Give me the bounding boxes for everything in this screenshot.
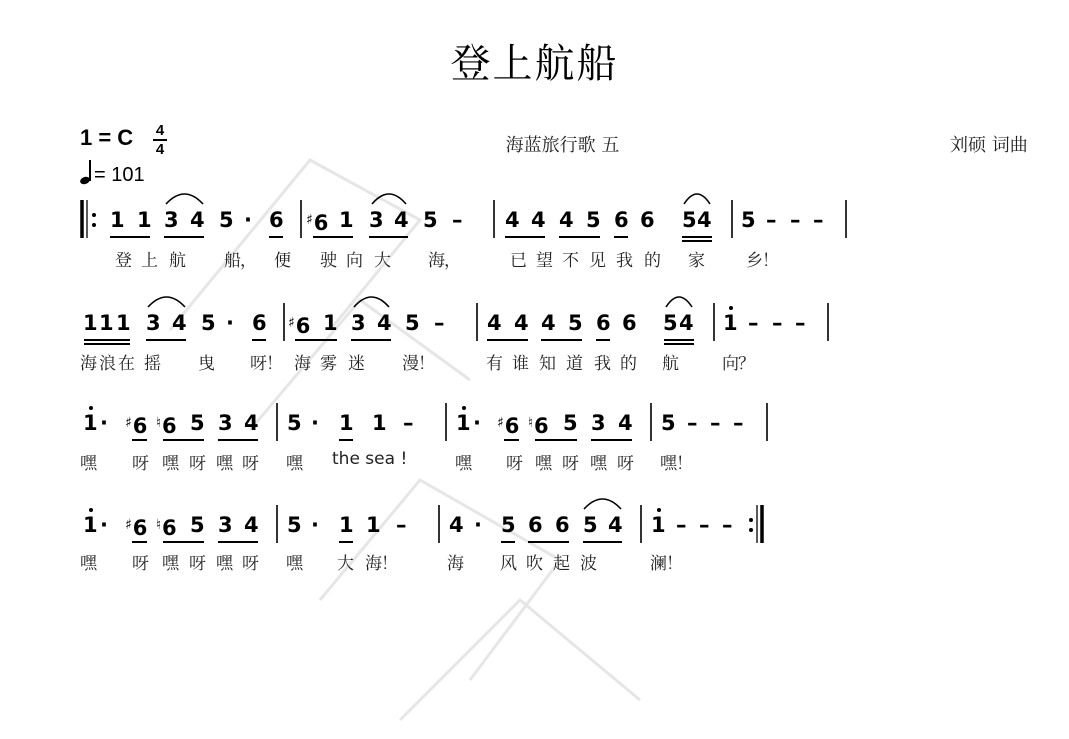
lyric-syllable: 道	[566, 354, 583, 374]
note	[697, 206, 712, 234]
lyric-syllable: 嘿	[162, 454, 179, 474]
note	[456, 409, 471, 437]
augmentation-dot	[473, 409, 481, 437]
octave-dot	[462, 406, 466, 410]
note	[608, 511, 623, 539]
note	[505, 206, 520, 234]
note-text: 4	[244, 411, 259, 435]
time-signature-bottom: 4	[155, 140, 165, 158]
note	[497, 409, 519, 440]
lyric-syllable: 船	[224, 251, 241, 271]
lyric-syllable: 向	[722, 354, 739, 374]
note-text: 1	[323, 311, 338, 335]
note	[614, 206, 629, 234]
lyric-syllable: 呀	[617, 454, 634, 474]
augmentation-dot-text: ·	[474, 513, 482, 537]
note-text: 4	[377, 311, 392, 335]
octave-dot	[89, 406, 93, 410]
extension-dash-text: –	[813, 208, 824, 232]
extension-dash	[722, 511, 733, 539]
augmentation-dot-text: ·	[473, 411, 481, 435]
note	[531, 206, 546, 234]
lyric-syllable: 呀	[132, 554, 149, 574]
note	[125, 409, 147, 440]
note	[156, 511, 177, 542]
extension-dash-text: –	[772, 311, 783, 335]
lyric-syllable: 大	[374, 251, 391, 271]
note-text: 5	[423, 208, 438, 232]
note	[723, 309, 738, 337]
note	[528, 409, 549, 440]
note-text: 5	[190, 411, 205, 435]
lyric-syllable: 望	[536, 251, 553, 271]
note	[323, 309, 338, 337]
extension-dash-text: –	[396, 513, 407, 537]
note-text: 4	[608, 513, 623, 537]
note-text: 5	[501, 513, 516, 537]
extension-dash-text: –	[687, 411, 698, 435]
note-text: 1	[723, 311, 738, 335]
extension-dash	[676, 511, 687, 539]
note-text: 1	[372, 411, 387, 435]
extension-dash-text: –	[748, 311, 759, 335]
extension-dash	[687, 409, 698, 437]
note	[99, 309, 114, 337]
note	[339, 409, 354, 437]
note	[528, 511, 543, 539]
note-text: 1	[339, 208, 354, 232]
note-text: 5	[583, 513, 598, 537]
repeat-dot	[92, 223, 96, 227]
lyric-syllable: 见	[589, 251, 606, 271]
note-text: 6	[162, 516, 177, 540]
note-text: 6	[132, 414, 148, 438]
repeat-dot	[92, 213, 96, 217]
note	[137, 206, 152, 234]
note	[244, 511, 259, 539]
note-text: 6	[528, 513, 543, 537]
augmentation-dot	[311, 511, 319, 539]
extension-dash	[790, 206, 801, 234]
note	[219, 206, 234, 234]
octave-dot	[89, 508, 93, 512]
lyric-syllable: 的	[644, 251, 661, 271]
note-text: 4	[487, 311, 502, 335]
extension-dash	[733, 409, 744, 437]
note-text: 6	[596, 311, 611, 335]
note	[287, 511, 302, 539]
lyric-syllable: 谁	[512, 354, 529, 374]
lyric-syllable: 嘿	[286, 454, 303, 474]
lyric-syllable: 迷	[348, 354, 365, 374]
augmentation-dot-text: ·	[311, 411, 319, 435]
subtitle: 海蓝旅行歌 五	[505, 135, 620, 156]
note	[351, 309, 366, 337]
note-text: 4	[449, 513, 464, 537]
note	[287, 409, 302, 437]
lyric-syllable: 航	[662, 354, 679, 374]
lyric-syllable: 曳	[198, 354, 215, 374]
note-text: 6	[504, 414, 520, 438]
lyric-syllable: 呀	[506, 454, 523, 474]
note	[449, 511, 464, 539]
tempo-marking	[80, 160, 145, 187]
lyric-syllable: 在	[118, 354, 135, 374]
note-text: 1	[339, 513, 354, 537]
note	[487, 309, 502, 337]
octave-dot	[657, 508, 661, 512]
lyric-syllable: 不	[562, 251, 579, 271]
note	[190, 409, 205, 437]
note	[110, 206, 125, 234]
lyric-syllable: 的	[620, 354, 637, 374]
note	[366, 511, 381, 539]
note-text: 6	[313, 211, 329, 235]
note	[423, 206, 438, 234]
note	[218, 511, 233, 539]
note-text: 6	[132, 516, 148, 540]
note-text: 1	[137, 208, 152, 232]
extension-dash	[403, 409, 414, 437]
note	[288, 309, 310, 340]
lyric-syllable: 海	[428, 251, 445, 271]
note-text: 5	[663, 311, 678, 335]
note-text: 1	[116, 311, 131, 335]
lyric-syllable: 雾	[320, 354, 337, 374]
extension-dash	[434, 309, 445, 337]
extension-dash	[699, 511, 710, 539]
note-text: 5	[741, 208, 756, 232]
note	[586, 206, 601, 234]
note-text: 5	[682, 208, 697, 232]
augmentation-dot	[100, 511, 108, 539]
note-text: 4	[514, 311, 529, 335]
note-text: 5	[190, 513, 205, 537]
sharp-icon: ♯	[497, 415, 504, 431]
lyric-syllable: 澜	[650, 554, 667, 574]
lyric-syllable: 已	[510, 251, 527, 271]
lyric-syllable: 嘿	[216, 454, 233, 474]
augmentation-dot-text: ·	[244, 208, 252, 232]
note-text: 1	[110, 208, 125, 232]
note-text: 6	[614, 208, 629, 232]
note-text: 6	[269, 208, 284, 232]
note-text: 3	[218, 411, 233, 435]
note-text: 3	[218, 513, 233, 537]
lyric-syllable: 海	[294, 354, 311, 374]
note	[156, 409, 177, 440]
natural-icon: ♮	[528, 415, 534, 431]
lyric-syllable: ？	[738, 354, 755, 374]
note	[394, 206, 409, 234]
note	[682, 206, 697, 234]
lyric-syllable: 嘿	[216, 554, 233, 574]
note	[83, 409, 98, 437]
note-text: 4	[190, 208, 205, 232]
extension-dash	[452, 206, 463, 234]
lyric-syllable: ，	[240, 251, 257, 271]
note	[622, 309, 637, 337]
note	[563, 409, 578, 437]
note	[83, 309, 98, 337]
augmentation-dot	[100, 409, 108, 437]
lyric-syllable: 波	[580, 554, 597, 574]
note-text: 4	[394, 208, 409, 232]
note	[541, 309, 556, 337]
note	[339, 511, 354, 539]
sharp-icon: ♯	[125, 415, 132, 431]
note	[591, 409, 606, 437]
augmentation-dot-text: ·	[311, 513, 319, 537]
augmentation-dot	[244, 206, 252, 234]
extension-dash	[710, 409, 721, 437]
note	[369, 206, 384, 234]
note-text: 4	[244, 513, 259, 537]
lyric-syllable: ，	[444, 251, 461, 271]
note	[252, 309, 267, 337]
lyric-syllable: 嘿	[590, 454, 607, 474]
extension-dash	[748, 309, 759, 337]
note-text: 1	[83, 411, 98, 435]
note	[116, 309, 131, 337]
sharp-icon: ♯	[306, 212, 313, 228]
lyric-syllable: 海	[447, 554, 464, 574]
note-text: 4	[172, 311, 187, 335]
note	[596, 309, 611, 337]
natural-icon: ♮	[156, 415, 162, 431]
lyric-syllable: 我	[594, 354, 611, 374]
note	[146, 309, 161, 337]
augmentation-dot-text: ·	[100, 513, 108, 537]
note	[190, 511, 205, 539]
note-text: 4	[559, 208, 574, 232]
note-text: 5	[287, 411, 302, 435]
note	[372, 409, 387, 437]
note-text: 6	[252, 311, 267, 335]
lyric-syllable: 大	[337, 554, 354, 574]
tempo-value: = 101	[94, 164, 145, 186]
note	[125, 511, 147, 542]
extension-dash-text: –	[766, 208, 777, 232]
note	[741, 206, 756, 234]
lyric-syllable: 嘿	[535, 454, 552, 474]
note-text: 1	[651, 513, 666, 537]
note	[679, 309, 694, 337]
quarter-note-icon	[80, 160, 94, 184]
note-text: 6	[162, 414, 177, 438]
augmentation-dot-text: ·	[100, 411, 108, 435]
lyric-syllable: the sea !	[332, 449, 408, 469]
note	[501, 511, 516, 539]
note-text: 1	[99, 311, 114, 335]
extension-dash-text: –	[733, 411, 744, 435]
note	[651, 511, 666, 539]
lyric-syllable: 乡	[746, 251, 763, 271]
note-text: 5	[563, 411, 578, 435]
note-text: 6	[534, 414, 549, 438]
extension-dash-text: –	[722, 513, 733, 537]
lyric-syllable: 海	[365, 554, 382, 574]
lyric-syllable: 起	[553, 554, 570, 574]
natural-icon: ♮	[156, 517, 162, 533]
time-signature-top: 4	[155, 122, 165, 139]
note-text: 4	[541, 311, 556, 335]
augmentation-dot	[311, 409, 319, 437]
lyric-syllable: 呀	[132, 454, 149, 474]
octave-dot	[729, 306, 733, 310]
lyric-syllable: 登	[115, 251, 132, 271]
note-text: 6	[640, 208, 655, 232]
extension-dash	[795, 309, 806, 337]
lyric-syllable: 知	[539, 354, 556, 374]
note-text: 4	[505, 208, 520, 232]
note-text: 1	[456, 411, 471, 435]
note	[377, 309, 392, 337]
note-text: 4	[531, 208, 546, 232]
lyric-syllable: ！	[381, 554, 398, 574]
extension-dash-text: –	[710, 411, 721, 435]
note	[583, 511, 598, 539]
lyric-syllable: 浪	[99, 354, 116, 374]
lyric-syllable: 向	[346, 251, 363, 271]
note	[244, 409, 259, 437]
sharp-icon: ♯	[125, 517, 132, 533]
lyric-syllable: 摇	[144, 354, 161, 374]
note	[555, 511, 570, 539]
lyric-syllable: 航	[169, 251, 186, 271]
lyric-syllable: 嘿	[80, 454, 97, 474]
lyric-syllable: 便	[274, 251, 291, 271]
lyric-syllable: 嘿	[455, 454, 472, 474]
note-text: 6	[295, 314, 311, 338]
lyric-syllable: 我	[616, 251, 633, 271]
sharp-icon: ♯	[288, 315, 295, 331]
lyric-syllable: 呀	[189, 554, 206, 574]
lyric-syllable: ！	[762, 251, 779, 271]
extension-dash-text: –	[790, 208, 801, 232]
note-text: 6	[622, 311, 637, 335]
lyric-syllable: ！	[666, 554, 683, 574]
note	[201, 309, 216, 337]
song-title: 登上航船	[450, 41, 619, 87]
note-text: 6	[555, 513, 570, 537]
note-text: 5	[219, 208, 234, 232]
note	[663, 309, 678, 337]
extension-dash-text: –	[795, 311, 806, 335]
lyric-syllable: 呀	[242, 454, 259, 474]
note-text: 1	[83, 513, 98, 537]
note-text: 5	[287, 513, 302, 537]
note	[218, 409, 233, 437]
extension-dash	[396, 511, 407, 539]
lyric-syllable: 家	[688, 251, 705, 271]
note	[618, 409, 633, 437]
lyric-syllable: 驶	[320, 251, 337, 271]
note-text: 4	[697, 208, 712, 232]
note	[164, 206, 179, 234]
note	[568, 309, 583, 337]
repeat-dot	[749, 528, 753, 532]
repeat-dot	[749, 518, 753, 522]
note-text: 1	[83, 311, 98, 335]
note-text: 1	[366, 513, 381, 537]
composer-credit: 刘硕 词曲	[950, 135, 1028, 156]
lyric-syllable: 嘿	[162, 554, 179, 574]
lyric-syllable: 漫	[402, 354, 419, 374]
augmentation-dot	[226, 309, 234, 337]
note	[190, 206, 205, 234]
augmentation-dot	[474, 511, 482, 539]
lyric-syllable: 嘿	[286, 554, 303, 574]
lyric-syllable: ！	[266, 354, 283, 374]
lyric-syllable: 海	[80, 354, 97, 374]
lyric-syllable: 嘿	[660, 454, 677, 474]
lyric-syllable: 嘿	[80, 554, 97, 574]
extension-dash-text: –	[699, 513, 710, 537]
note-text: 4	[618, 411, 633, 435]
lyric-syllable: 呀	[562, 454, 579, 474]
extension-dash	[813, 206, 824, 234]
lyric-syllable: 风	[500, 554, 517, 574]
note-text: 5	[201, 311, 216, 335]
note	[339, 206, 354, 234]
note	[269, 206, 284, 234]
note	[640, 206, 655, 234]
note	[514, 309, 529, 337]
note-text: 5	[568, 311, 583, 335]
note-text: 1	[339, 411, 354, 435]
extension-dash	[766, 206, 777, 234]
extension-dash-text: –	[434, 311, 445, 335]
extension-dash-text: –	[403, 411, 414, 435]
note	[405, 309, 420, 337]
lyric-syllable: 吹	[526, 554, 543, 574]
note-text: 3	[146, 311, 161, 335]
lyric-syllable: ！	[418, 354, 435, 374]
note	[83, 511, 98, 539]
lyric-syllable: 呀	[242, 554, 259, 574]
note	[559, 206, 574, 234]
extension-dash-text: –	[676, 513, 687, 537]
note	[306, 206, 328, 237]
key-signature: 1 = C	[80, 125, 134, 150]
extension-dash	[772, 309, 783, 337]
lyric-syllable: 呀	[189, 454, 206, 474]
note-text: 5	[405, 311, 420, 335]
note	[172, 309, 187, 337]
lyric-syllable: 上	[141, 251, 158, 271]
note-text: 4	[679, 311, 694, 335]
extension-dash-text: –	[452, 208, 463, 232]
lyric-syllable: 呀	[250, 354, 267, 374]
lyric-syllable: 有	[486, 354, 503, 374]
note-text: 5	[586, 208, 601, 232]
note-text: 3	[164, 208, 179, 232]
note-text: 3	[369, 208, 384, 232]
note-text: 3	[351, 311, 366, 335]
note-text: 5	[661, 411, 676, 435]
augmentation-dot-text: ·	[226, 311, 234, 335]
note-text: 3	[591, 411, 606, 435]
lyric-syllable: ！	[676, 454, 693, 474]
note	[661, 409, 676, 437]
